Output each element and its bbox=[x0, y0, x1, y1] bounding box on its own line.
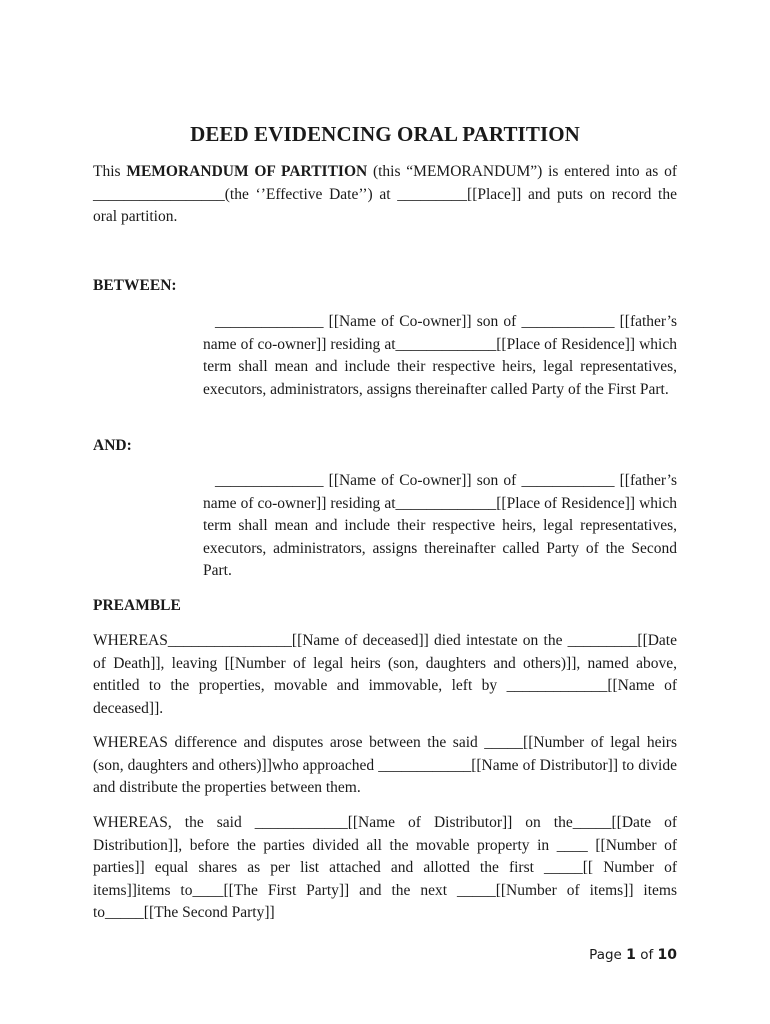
whereas-paragraph-3 bbox=[93, 812, 677, 925]
intro-paragraph bbox=[93, 161, 677, 229]
second-party-paragraph bbox=[203, 470, 677, 583]
current-page-number: 1 bbox=[626, 947, 636, 963]
whereas-paragraph-1 bbox=[93, 630, 677, 720]
intro-prefix: This bbox=[93, 163, 127, 180]
intro-rest: (this “MEMORANDUM”) is entered into as of _________________(the ‘’Effective Date’’) at _________[[Place]] and puts on record the oral partition. bbox=[93, 163, 677, 226]
page-label: Page bbox=[589, 947, 622, 963]
document-title: DEED EVIDENCING ORAL PARTITION bbox=[190, 122, 580, 146]
whereas-text-2: WHEREAS difference and disputes arose between the said _____[[Number of legal heirs (son, daughters and others)]]who approached ____________[[Name of Distributor]] to divide and distribute the properties between them. bbox=[93, 734, 677, 797]
first-party-text: ______________ [[Name of Co-owner]] son of ____________ [[father’s name of co-owner]] residing at_____________[[Place of Residence]] which term shall mean and include their respective heirs, legal representatives, executors, administrators, assigns thereinafter called Party of the First Part. bbox=[203, 313, 677, 398]
first-party-paragraph bbox=[203, 311, 677, 401]
whereas-text-1: WHEREAS________________[[Name of deceased]] died intestate on the _________[[Date of Death]], leaving [[Number of legal heirs (son, daughters and others)]], named above, entitled to the properties, movable and immovable, left by _____________[[Name of deceased]]. bbox=[93, 632, 677, 717]
page-number-footer bbox=[589, 947, 677, 963]
between-heading: BETWEEN: bbox=[93, 277, 177, 294]
whereas-paragraph-2 bbox=[93, 732, 677, 800]
of-label: of bbox=[640, 947, 654, 963]
total-page-count: 10 bbox=[657, 947, 677, 963]
second-party-text: ______________ [[Name of Co-owner]] son of ____________ [[father’s name of co-owner]] residing at_____________[[Place of Residence]] which term shall mean and include their respective heirs, legal representatives, executors, administrators, assigns thereinafter called Party of the Second Part. bbox=[203, 472, 677, 580]
preamble-heading: PREAMBLE bbox=[93, 597, 181, 614]
and-heading: AND: bbox=[93, 437, 132, 454]
intro-bold-term: MEMORANDUM OF PARTITION bbox=[126, 163, 368, 180]
whereas-text-3: WHEREAS, the said ____________[[Name of Distributor]] on the_____[[Date of Distribution]], before the parties divided all the movable property in ____ [[Number of parties]] equal shares as per list attached and allotted the first _____[[ Number of items]]items to____[[The First Party]] and the next _____[[Number of items]] items to_____[[The Second Party]] bbox=[93, 814, 677, 922]
